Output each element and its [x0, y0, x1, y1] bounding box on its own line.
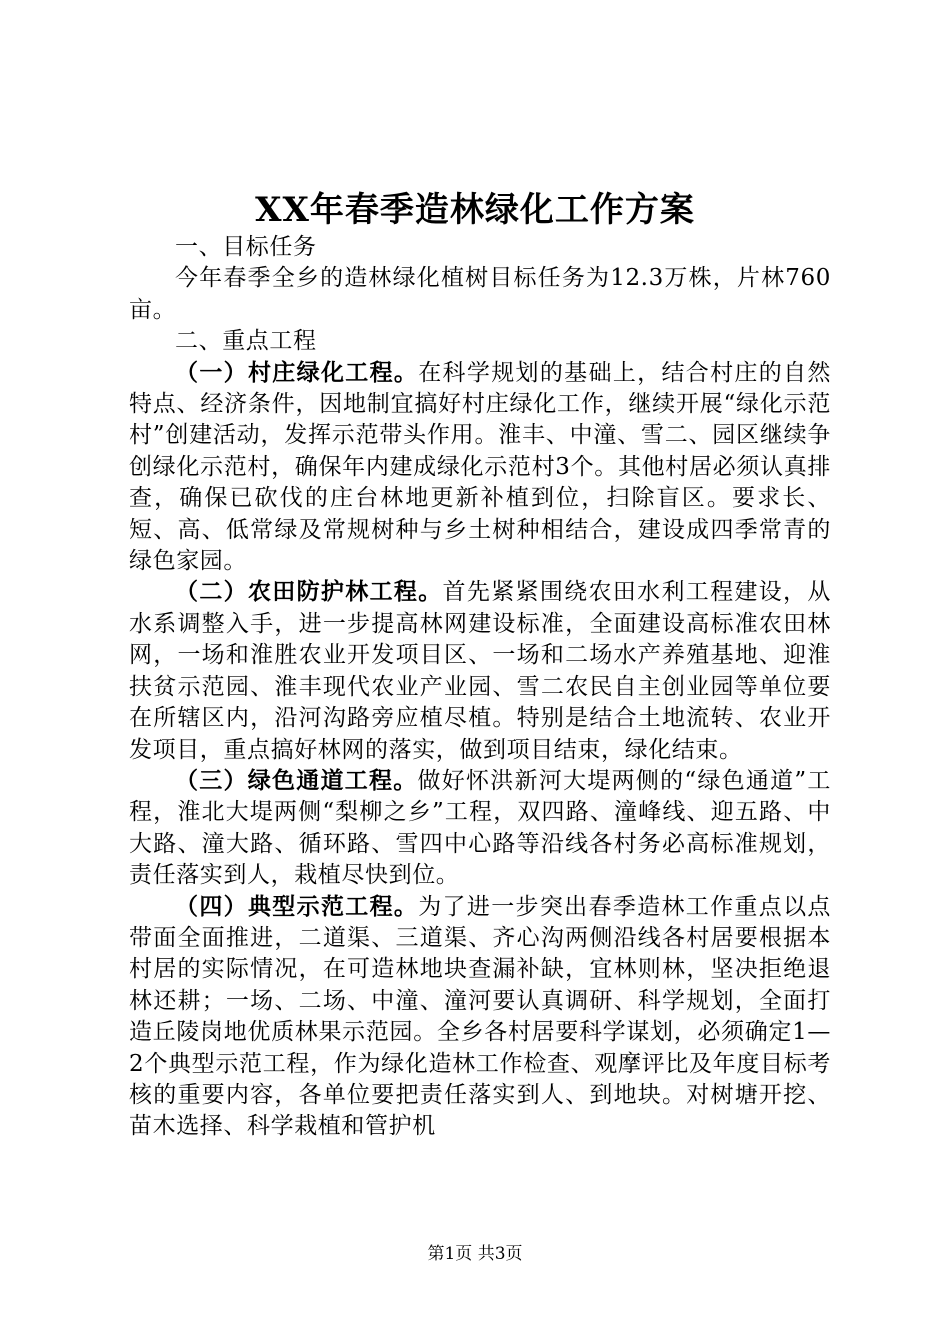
- document-body: [129, 232, 831, 1143]
- paragraph: [129, 263, 831, 326]
- paragraph-text: 做好怀洪新河大堤两侧的“绿色通道”工程，淮北大堤两侧“梨柳之乡”工程，双四路、潼峰线、迎五路、中大路、潼大路、循环路、雪四中心路等沿线各村务必高标准规划，责任落实到人，栽植尽快到位。: [129, 767, 831, 889]
- section-heading: [129, 232, 831, 263]
- paragraph-lead: （三）绿色通道工程。: [175, 767, 418, 794]
- paragraph: [129, 766, 831, 892]
- document-title: XX年春季造林绿化工作方案: [255, 190, 695, 230]
- page-footer: 第1页 共3页: [427, 1244, 523, 1264]
- paragraph-lead: （一）村庄绿化工程。: [175, 359, 419, 386]
- section-heading: [129, 326, 831, 357]
- paragraph-text: 首先紧紧围绕农田水利工程建设，从水系调整入手，进一步提高林网建设标准，全面建设高标准农田林网，一场和淮胜农业开发项目区、一场和二场水产养殖基地、迎淮扶贫示范园、淮丰现代农业产业园、雪二农民自主创业园等单位要在所辖区内，沿河沟路旁应植尽植。特别是结合土地流转、农业开发项目，重点搞好林网的落实，做到项目结束，绿化结束。: [129, 579, 831, 763]
- paragraph: [129, 577, 831, 765]
- paragraph-text: 在科学规划的基础上，结合村庄的自然特点、经济条件，因地制宜搞好村庄绿化工作，继续开展“绿化示范村”创建活动，发挥示范带头作用。淮丰、中潼、雪二、园区继续争创绿化示范村，确保年内建成绿化示范村3个。其他村居必须认真排查，确保已砍伐的庄台林地更新补植到位，扫除盲区。要求长、短、高、低常绿及常规树种与乡土树种相结合，建设成四季常青的绿色家园。: [129, 359, 832, 575]
- paragraph: [129, 892, 831, 1143]
- heading-projects: 二、重点工程: [175, 328, 317, 355]
- paragraph-lead: （四）典型示范工程。: [175, 893, 419, 920]
- paragraph-text: 今年春季全乡的造林绿化植树目标任务为12.3万株，片林760亩。: [129, 265, 831, 323]
- paragraph-lead: （二）农田防护林工程。: [175, 579, 443, 606]
- paragraph-text: 为了进一步突出春季造林工作重点以点带面全面推进，二道渠、三道渠、齐心沟两侧沿线各村居要根据本村居的实际情况，在可造林地块查漏补缺，宜林则林，坚决拒绝退林还耕；一场、二场、中潼、潼河要认真调研、科学规划，全面打造丘陵岗地优质林果示范园。全乡各村居要科学谋划，必须确定1—2个典型示范工程，作为绿化造林工作检查、观摩评比及年度目标考核的重要内容，各单位要把责任落实到人、到地块。对树塘开挖、苗木选择、科学栽植和管护机: [129, 893, 832, 1140]
- paragraph: [129, 358, 831, 578]
- heading-goal: 一、目标任务: [175, 234, 317, 260]
